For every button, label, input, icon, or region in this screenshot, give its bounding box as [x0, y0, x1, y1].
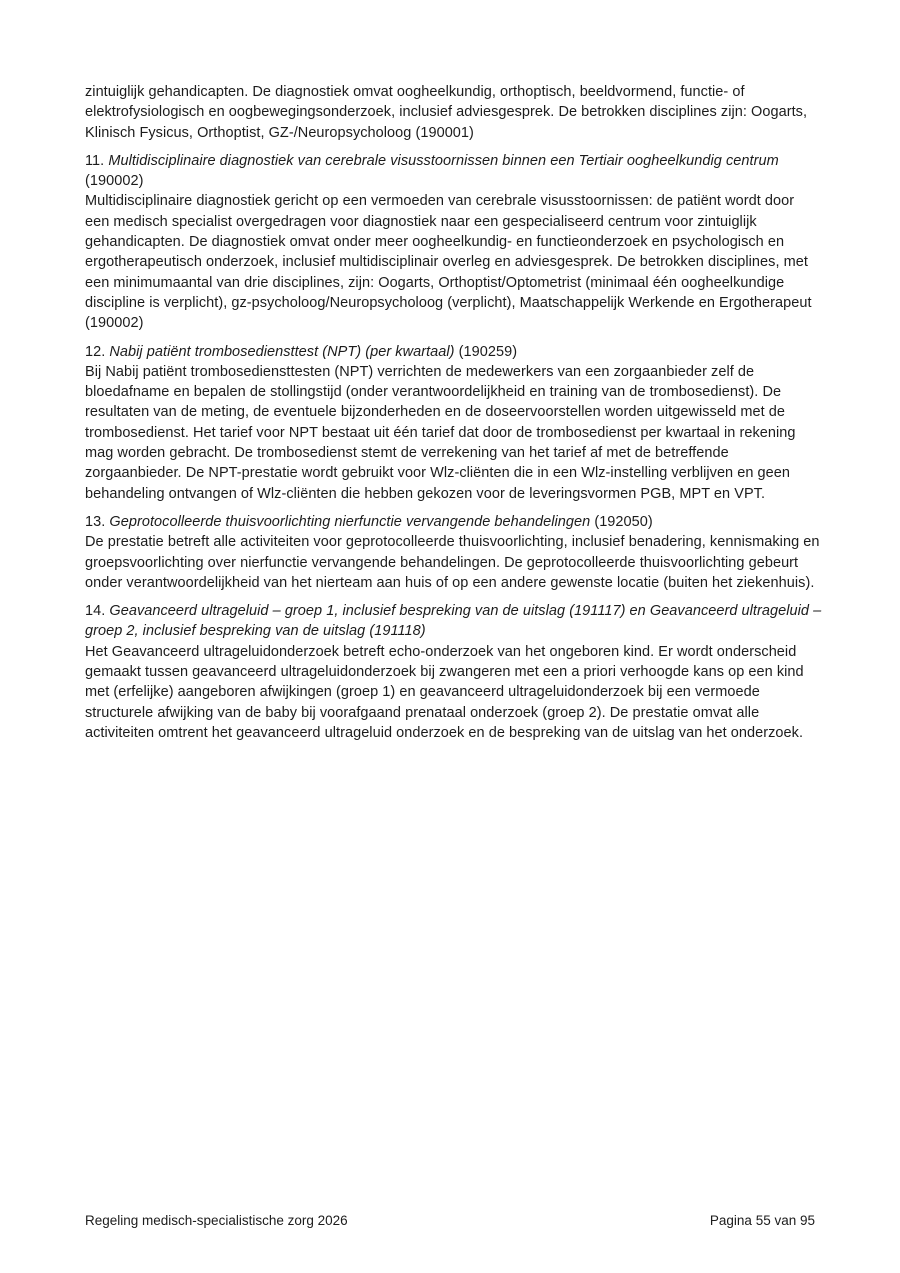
prestatie-item-12	[85, 342, 822, 504]
item-body: De prestatie betreft alle activiteiten voor geprotocolleerde thuisvoorlichting, inclusief benadering, kennismaking en groepsvoorlichting over nierfunctie vervangende behandelingen. De geprotocolleerde thuisvoorlichting gebeurt onder verantwoordelijkheid van het nierteam aan huis of op een andere gewenste locatie (buiten het ziekenhuis).	[85, 534, 820, 591]
footer-page-number: Pagina 55 van 95	[709, 1213, 815, 1228]
item-title: Geavanceerd ultrageluid – groep 1, inclusief bespreking van de uitslag (191117) en Geavanceerd ultrageluid – groep 2, inclusief bespreking van de uitslag (191118)	[85, 603, 822, 640]
item-number: 12.	[85, 343, 106, 360]
prestatie-item-13	[85, 512, 822, 593]
item-code: (190002)	[85, 173, 144, 190]
item-body: Bij Nabij patiënt trombosediensttesten (NPT) verrichten de medewerkers van een zorgaanbieder zelf de bloedafname en bepalen de stollingstijd (onder verantwoordelijkheid en training van de trombosedienst). De resultaten van de meting, de eventuele bijzonderheden en de doseervoorstellen worden uitgewisseld met de trombosedienst. Het tarief voor NPT bestaat uit één tarief dat door de trombosedienst per kwartaal in rekening mag worden gebracht. De trombosedienst stemt de verrekening van het tarief af met de betreffende zorgaanbieder. De NPT-prestatie wordt gebruikt voor Wlz-cliënten die in een Wlz-instelling verblijven en geen behandeling ontvangen of Wlz-cliënten die hebben gekozen voor de leveringsvormen PGB, MPT en VPT.	[85, 363, 796, 502]
item-number: 13.	[85, 513, 106, 530]
page-footer	[85, 1212, 815, 1229]
intro-paragraph: zintuiglijk gehandicapten. De diagnostiek omvat oogheelkundig, orthoptisch, beeldvormend, functie- of elektrofysiologisch en oogbewegingsonderzoek, inclusief adviesgesprek. De betrokken disciplines zijn: Oogarts, Klinisch Fysicus, Orthoptist, GZ-/Neuropsycholoog (190001)	[85, 84, 808, 141]
item-body: Multidisciplinaire diagnostiek gericht op een vermoeden van cerebrale visusstoornissen: de patiënt wordt door een medisch specialist overgedragen voor diagnostiek naar een gespecialiseerd centrum voor zintuiglijk gehandicapten. De diagnostiek omvat onder meer oogheelkundig- en functieonderzoek en psychologisch en ergotherapeutisch onderzoek, inclusief multidisciplinair overleg en adviesgesprek. De betrokken disciplines, met een minimumaantal van drie disciplines, zijn: Oogarts, Orthoptist/Optometrist (minimaal één oogheelkundige discipline is verplicht), gz-psycholoog/Neuropsycholoog (verplicht), Maatschappelijk Werkende en Ergotherapeut (190002)	[85, 193, 812, 332]
item-title: Geprotocolleerde thuisvoorlichting nierfunctie vervangende behandelingen	[109, 513, 591, 530]
item-title: Nabij patiënt trombosediensttest (NPT) (per kwartaal)	[109, 343, 455, 360]
prestatie-item-11	[85, 151, 822, 334]
item-heading	[85, 151, 822, 192]
prestatie-item-14	[85, 601, 822, 743]
item-title: Multidisciplinaire diagnostiek van cerebrale visusstoornissen binnen een Tertiair oogheelkundig centrum	[108, 152, 779, 169]
item-code: (192050)	[594, 513, 653, 530]
item-code: (190259)	[458, 343, 518, 360]
item-heading	[85, 512, 822, 532]
item-body: Het Geavanceerd ultrageluidonderzoek betreft echo-onderzoek van het ongeboren kind. Er wordt onderscheid gemaakt tussen geavanceerd ultrageluidonderzoek bij zwangeren met een a priori verhoogde kans op een kind met (erfelijke) aangeboren afwijkingen (groep 1) en geavanceerd ultrageluidonderzoek bij een vermoede structurele afwijking van de baby bij voorafgaand prenataal onderzoek (groep 2). De prestatie omvat alle activiteiten omtrent het geavanceerd ultrageluid onderzoek en de bespreking van de uitslag van het onderzoek.	[85, 643, 804, 741]
item-heading	[85, 342, 822, 362]
item-number: 14.	[85, 603, 106, 620]
item-number: 11.	[85, 152, 105, 169]
text-content	[85, 82, 822, 751]
footer-document-title: Regeling medisch-specialistische zorg 2026	[85, 1213, 348, 1228]
item-heading	[85, 601, 822, 642]
